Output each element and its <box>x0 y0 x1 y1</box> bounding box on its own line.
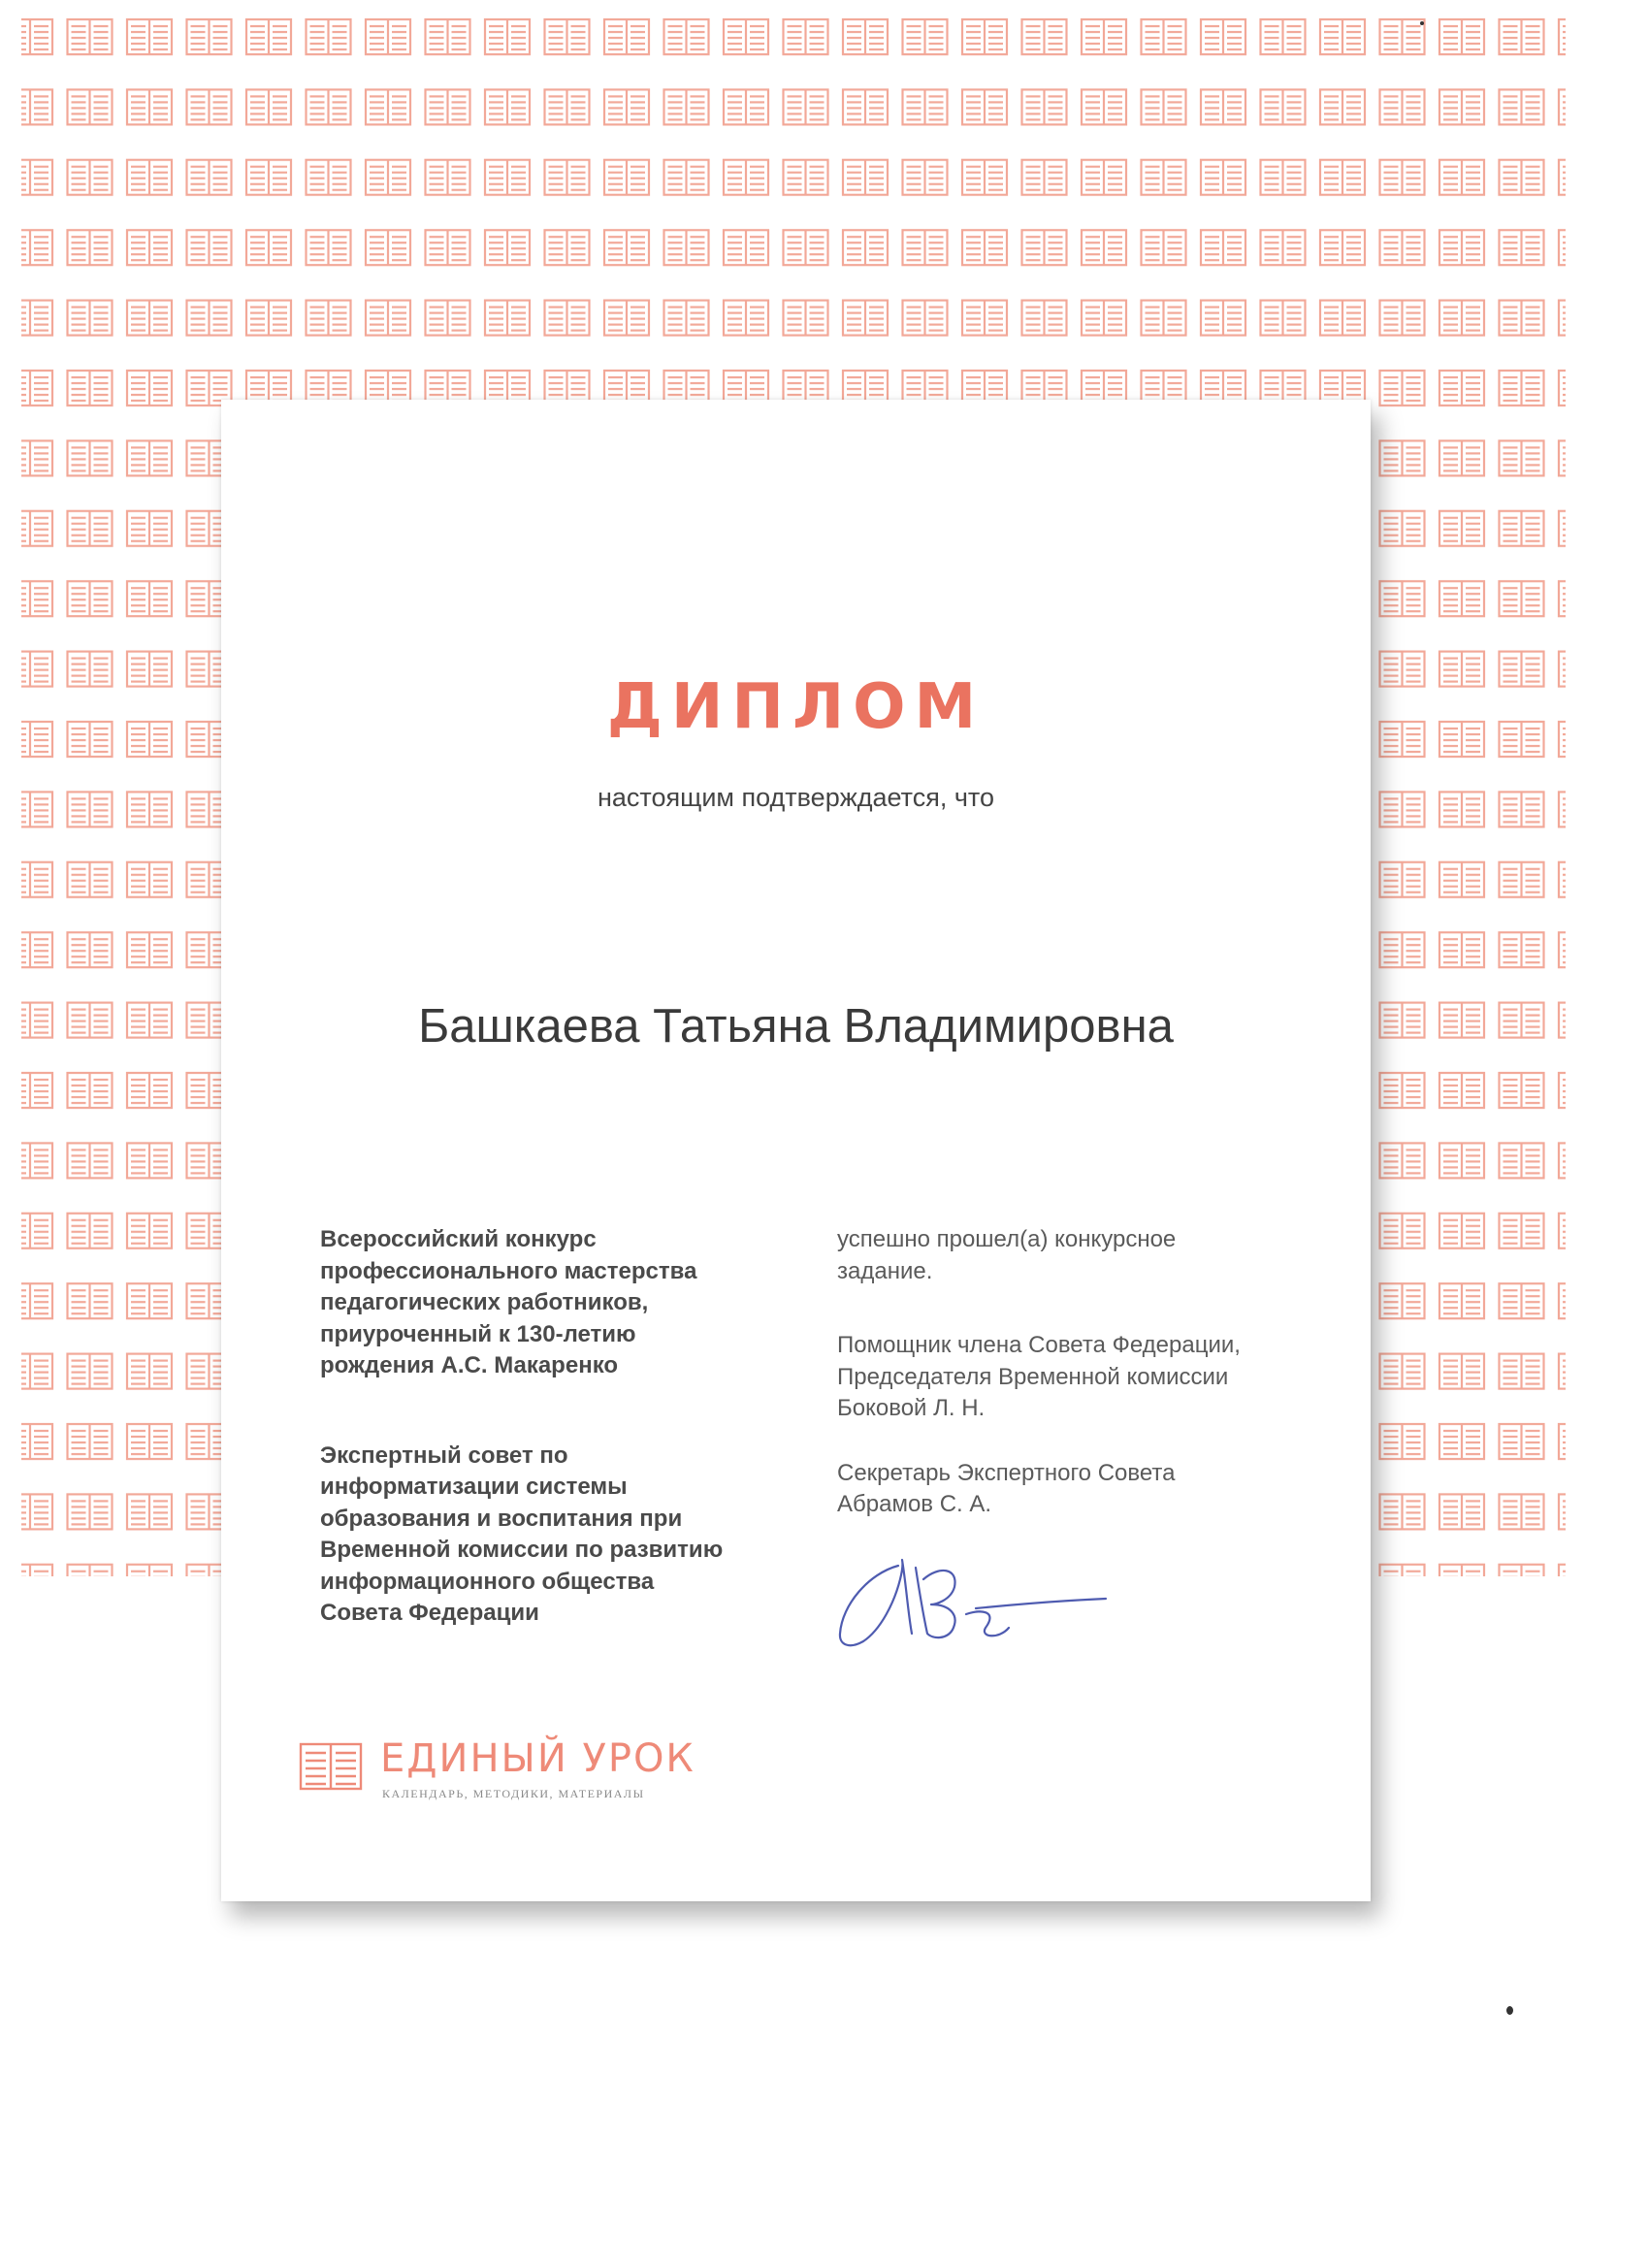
handwritten-signature <box>830 1544 1112 1661</box>
contest-name: Всероссийский конкурс профессионального мастерства педагогических работников, приуроченный к 130-летию рождения А.С. Макаренко <box>320 1226 697 1378</box>
confirmation-text: настоящим подтверждается, что <box>597 783 994 812</box>
signatory-assistant: Помощник члена Совета Федерации, Председателя Временной комиссии Боковой Л. Н. <box>837 1332 1241 1421</box>
diploma-sheet <box>221 400 1371 1901</box>
logo-name: ЕДИНЫЙ УРОК <box>380 1736 695 1781</box>
organizer-name: Экспертный совет по информатизации системы образования и воспитания при Временной комиссии по развитию информационного общества Совета Федерации <box>320 1442 724 1626</box>
scan-speck <box>1506 2006 1513 2015</box>
signatory-secretary: Секретарь Экспертного Совета Абрамов С. А. <box>837 1459 1176 1517</box>
edinyi-urok-logo <box>299 1736 745 1804</box>
diploma-title: ДИПЛОМ <box>606 671 986 743</box>
recipient-name: Башкаева Татьяна Владимировна <box>418 1000 1174 1053</box>
result-text: успешно прошел(а) конкурсное задание. <box>837 1226 1177 1284</box>
logo-tagline: КАЛЕНДАРЬ, МЕТОДИКИ, МАТЕРИАЛЫ <box>382 1787 645 1800</box>
open-book-icon <box>299 1742 363 1791</box>
scan-speck <box>1420 21 1424 25</box>
left-column <box>320 1224 795 1630</box>
right-column <box>837 1224 1342 1521</box>
